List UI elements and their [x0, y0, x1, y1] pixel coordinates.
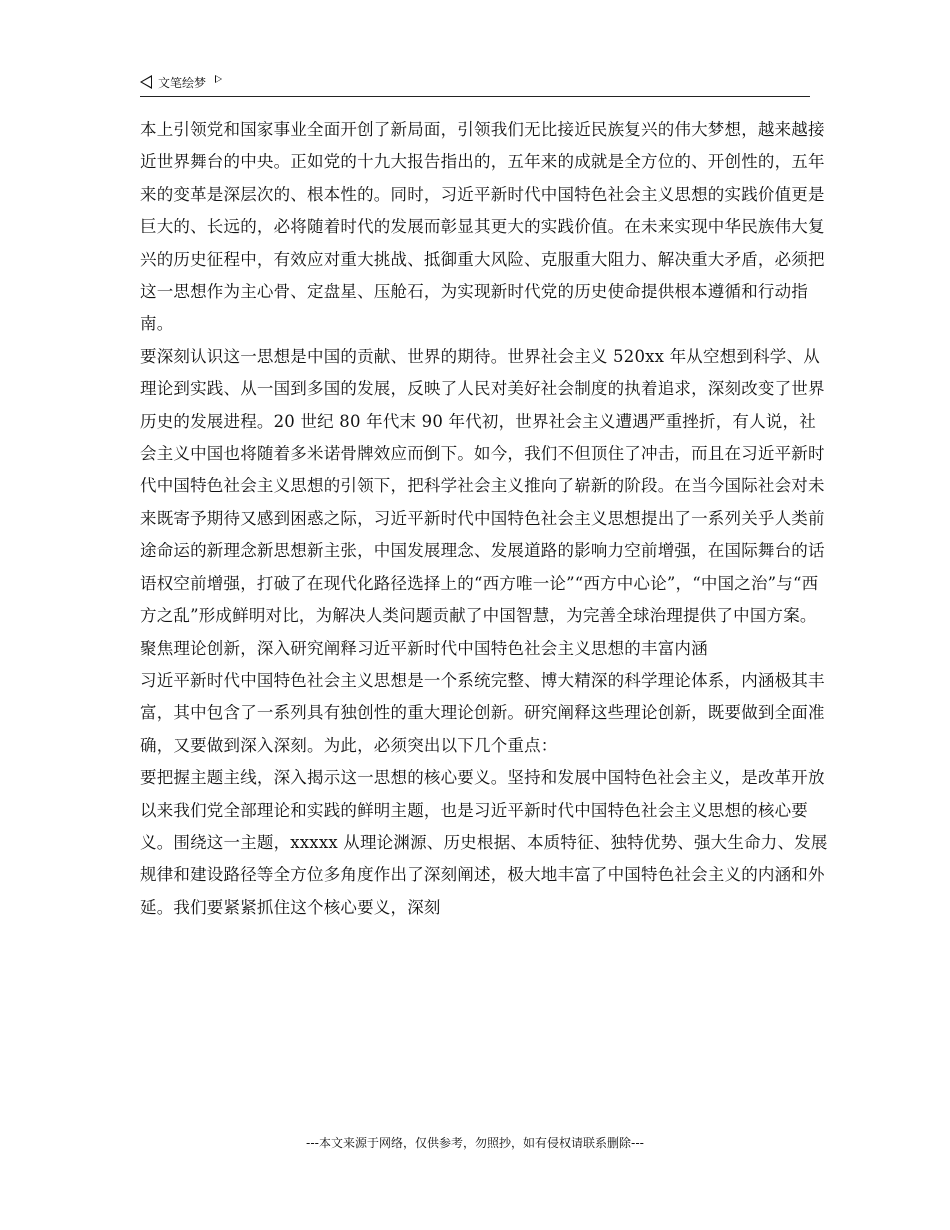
section-heading: 聚焦理论创新，深入研究阐释习近平新时代中国特色社会主义思想的丰富内涵: [140, 638, 708, 658]
paragraph-4: 要把握主题主线，深入揭示这一思想的核心要义。坚持和发展中国特色社会主义，是改革开放以来我们党全部理论和实践的鲜明主题，也是习近平新时代中国特色社会主义思想的核心要义。围绕这一主题，xxxxx 从理论渊源、历史根据、本质特征、独特优势、强大生命力、发展规律和建设路径等全方位多角度作出了深刻阐述，极大地丰富了中国特色社会主义的内涵和外延。我们要紧紧抓住这个核心要义，深刻: [140, 768, 828, 917]
paragraph-1: 本上引领党和国家事业全面开创了新局面，引领我们无比接近民族复兴的伟大梦想，越来越接近世界舞台的中央。正如党的十九大报告指出的，五年来的成就是全方位的、开创性的，五年来的变革是深层次的、根本性的。同时，习近平新时代中国特色社会主义思想的实践价值更是巨大的、长远的，必将随着时代的发展而彰显其更大的实践价值。在未来实现中华民族伟大复兴的历史征程中，有效应对重大挑战、抵御重大风险、克服重大阻力、解决重大矛盾，必须把这一思想作为主心骨、定盘星、压舱石，为实现新时代党的历史使命提供根本遵循和行动指南。: [140, 120, 825, 334]
page-header: [140, 72, 810, 97]
header-title: 文笔绘梦: [158, 75, 207, 90]
header-bar: [140, 72, 810, 92]
page-footer: ---本文来源于网络，仅供参考，勿照抄，如有侵权请联系删除---: [306, 1136, 644, 1150]
paragraph-3: 习近平新时代中国特色社会主义思想是一个系统完整、博大精深的科学理论体系，内涵极其丰富，其中包含了一系列具有独创性的重大理论创新。研究阐释这些理论创新，既要做到全面准确，又要做到深入深刻。为此，必须突出以下几个重点：: [140, 670, 825, 755]
paragraph-2: 要深刻认识这一思想是中国的贡献、世界的期待。世界社会主义 520xx 年从空想到科学、从理论到实践、从一国到多国的发展，反映了人民对美好社会制度的执着追求，深刻改变了世界历史的发展进程。20 世纪 80 年代末 90 年代初，世界社会主义遭遇严重挫折，有人说，社会主义中国也将随着多米诺骨牌效应而倒下。如今，我们不但顶住了冲击，而且在习近平新时代中国特色社会主义思想的引领下，把科学社会主义推向了崭新的阶段。在当今国际社会对未来既寄予期待又感到困惑之际，习近平新时代中国特色社会主义思想提出了一系列关乎人类前途命运的新理念新思想新主张，中国发展理念、发展道路的影响力空前增强，在国际舞台的话语权空前增强，打破了在现代化路径选择上的“西方唯一论”“西方中心论”，“中国之治”与“西方之乱”形成鲜明对比，为解决人类问题贡献了中国智慧，为完善全球治理提供了中国方案。: [140, 346, 825, 626]
document-body: [140, 114, 830, 924]
triangle-left-icon: [140, 75, 152, 89]
triangle-right-icon: [215, 75, 222, 83]
